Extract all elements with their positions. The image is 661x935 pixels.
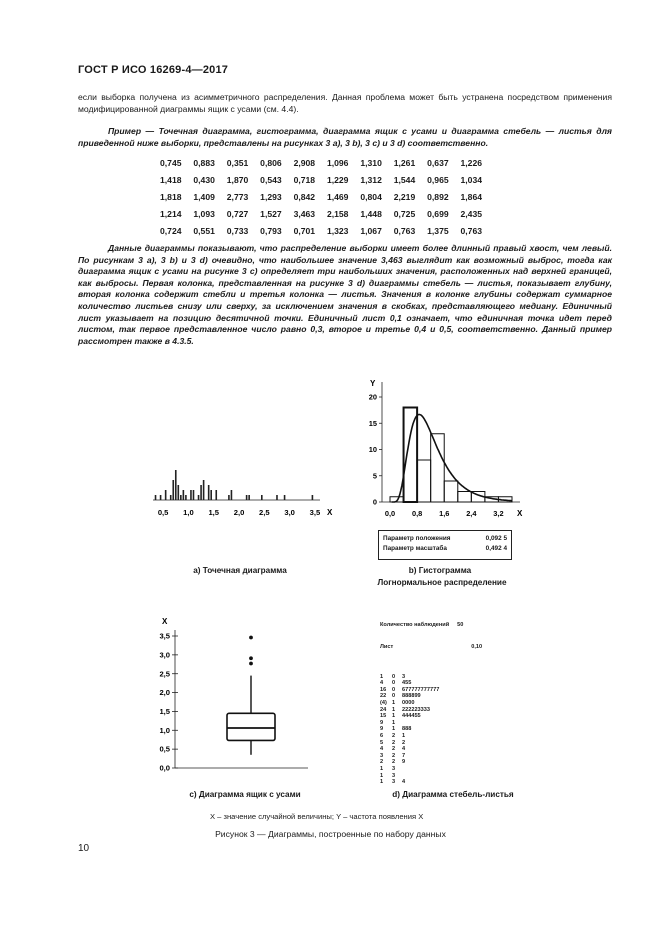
- histogram: [360, 372, 540, 522]
- stem-leaf-leaves: 7: [402, 752, 406, 759]
- table-cell: 0,745: [160, 157, 182, 168]
- table-cell: 3,463: [293, 209, 316, 220]
- stem-leaf-stem: 2: [392, 732, 396, 739]
- table-cell: 0,793: [260, 226, 282, 237]
- histogram-bar: [458, 492, 472, 503]
- stem-leaf-depth: 15: [380, 713, 387, 720]
- histogram-y-tick-label: 20: [368, 392, 377, 402]
- stem-leaf-leaves: 677777777777: [402, 686, 440, 693]
- stem-leaf-depth: 24: [380, 706, 387, 713]
- table-cell: 0,763: [460, 226, 483, 237]
- stem-leaf-row: [380, 674, 510, 681]
- histogram-bar: [444, 481, 458, 502]
- table-cell: 0,733: [226, 226, 249, 237]
- table-cell: 2,219: [393, 191, 416, 202]
- table-cell: 0,842: [293, 191, 316, 202]
- stem-leaf-row: [380, 746, 510, 753]
- table-cell: 0,763: [393, 226, 416, 237]
- stem-leaf-row: [380, 740, 510, 747]
- table-cell: 2,908: [293, 157, 316, 168]
- box-plot-tick-label: 2,0: [159, 688, 170, 698]
- parameter-label: Параметр масштаба: [383, 545, 447, 552]
- table-cell: 2,158: [326, 209, 349, 220]
- stem-leaf-stem: 2: [392, 746, 396, 753]
- table-cell: 0,637: [427, 157, 449, 168]
- figure-b-subcaption: Логнормальное распределение: [377, 578, 507, 587]
- stem-leaf-stem: 1: [392, 700, 396, 706]
- document-header: ГОСТ Р ИСО 16269-4—2017: [78, 64, 229, 76]
- stem-leaf-stem: 0: [392, 686, 396, 693]
- dot-plot-mark: [246, 495, 248, 500]
- stem-leaf-depth: 6: [380, 732, 384, 739]
- table-cell: 0,430: [193, 174, 215, 185]
- example-paragraph: Пример — Точечная диаграмма, гистограмма, диаграмма ящик с усами и диаграмма стебель — листья для приведенной ниже выборки, представлены на рисунках 3 а), 3 b), 3 с) и 3 d) соответственно.: [78, 126, 612, 148]
- stem-leaf-stem: 2: [392, 739, 396, 746]
- figure-title: Рисунок 3 — Диаграммы, построенные по набору данных: [215, 829, 446, 839]
- stem-leaf-leaves: 2: [402, 739, 406, 746]
- table-cell: 0,727: [226, 209, 249, 220]
- stem-leaf-leaves: 3: [402, 673, 406, 680]
- stem-leaf-row: [380, 779, 510, 786]
- histogram-x-tick-label: 0,0: [384, 509, 396, 518]
- stem-leaf-depth: (4): [380, 700, 387, 706]
- stem-leaf-leaves: 888: [402, 726, 412, 733]
- stem-leaf-depth: 3: [380, 752, 384, 759]
- stem-leaf-depth: 9: [380, 719, 384, 726]
- table-cell: 1,870: [226, 174, 249, 185]
- stem-leaf-depth: 1: [380, 772, 384, 779]
- table-cell: 1,448: [360, 209, 382, 220]
- table-cell: 2,435: [460, 209, 483, 220]
- table-cell: 0,701: [293, 226, 316, 237]
- figure-legend: X – значение случайной величины; Y – частота появления X: [210, 812, 424, 821]
- outlier-point: [249, 656, 253, 660]
- box-plot-tick-label: 3,5: [159, 631, 170, 641]
- stem-leaf-stem: 3: [392, 772, 396, 779]
- stem-leaf-depth: 9: [380, 726, 384, 733]
- dot-plot-axis-label: X: [327, 508, 333, 517]
- histogram-y-tick-label: 0: [372, 497, 377, 507]
- dot-plot-mark: [190, 490, 192, 500]
- stem-leaf-depth: 16: [380, 686, 387, 693]
- figure-a-caption: а) Точечная диаграмма: [193, 566, 287, 575]
- stem-leaf-unit-line: [380, 644, 510, 651]
- stem-leaf-depth: 4: [380, 680, 384, 687]
- dot-plot: [148, 468, 338, 528]
- dot-plot-mark: [185, 495, 187, 500]
- stem-leaf-stem: 0: [392, 693, 396, 700]
- table-cell: 1,310: [360, 157, 382, 168]
- stem-leaf-row: [380, 693, 510, 700]
- box-plot-tick-label: 0,0: [159, 763, 170, 773]
- intro-paragraph: если выборка получена из асимметричного распределения. Данная проблема может быть устранена посредством применения модифицированной диаграммы ящик с усами (см. 4.4).: [78, 92, 612, 114]
- dot-plot-mark: [200, 485, 202, 500]
- figure-b-caption: b) Гистограмма: [408, 566, 472, 575]
- stem-leaf-row: [380, 726, 510, 733]
- stem-leaf-stem: 0: [392, 680, 396, 687]
- table-cell: 0,551: [193, 226, 215, 237]
- lognormal-curve: [392, 414, 512, 502]
- stem-leaf-unit-label: Лист: [380, 644, 394, 651]
- dot-plot-tick-label: 2,0: [233, 508, 245, 517]
- table-cell: 1,293: [260, 191, 282, 202]
- dot-plot-mark: [231, 490, 233, 500]
- table-cell: 1,034: [460, 174, 483, 185]
- table-cell: 1,226: [460, 157, 483, 168]
- stem-leaf-plot: [380, 608, 510, 793]
- stem-leaf-count-label: Количество наблюдений: [380, 622, 450, 629]
- discussion-paragraph: Данные диаграммы показывают, что распределение выборки имеет более длинный правый хвост, чем левый. По рисункам 3 а), 3 b) и 3 d) очевидно, что наибольшее значение 3,463 выглядит как возможный выброс, тогда как диаграмма ящик с усами на рисунке 3 с) определяет три наибольших значения, расположенных над верхней границей, как выбросы. Первая колонка, представленная на рисунке 3 d) диаграммы стебель — листья, показывает глубину, вторая колонка содержит стебли и третья колонка — листья. Значения в колонке глубины содержат суммарное количество листьев снизу или сверху, за исключением значения в скобках, представляющего медиану. Единичный лист указывает на позицию десятичной точки. Единичный лист 0,1 означает, что единичная точка идет перед листом, так первое представленное число равно 0,3, второе и третье 0,4 и 0,5, соответственно. Данный пример рассмотрен также в 4.3.5.: [78, 243, 612, 346]
- outlier-point: [249, 636, 253, 640]
- histogram-x-tick-label: 0,8: [411, 509, 423, 518]
- stem-leaf-leaves: 4: [402, 746, 406, 753]
- table-cell: 0,543: [260, 174, 282, 185]
- stem-leaf-row: [380, 687, 510, 694]
- dot-plot-mark: [172, 480, 174, 500]
- table-cell: 1,229: [326, 174, 349, 185]
- stem-leaf-row: [380, 753, 510, 760]
- parameter-row: [383, 544, 507, 554]
- stem-leaf-unit-value: 0,10: [471, 644, 483, 651]
- table-cell: 1,544: [393, 174, 416, 185]
- stem-leaf-row: [380, 700, 510, 707]
- stem-leaf-stem: 3: [392, 765, 396, 772]
- stem-leaf-row: [380, 680, 510, 687]
- table-cell: 0,804: [360, 191, 382, 202]
- stem-leaf-stem: 1: [392, 706, 396, 713]
- stem-leaf-stem: 1: [392, 719, 396, 726]
- table-cell: 1,096: [326, 157, 349, 168]
- table-row: [160, 206, 494, 223]
- table-cell: 0,806: [260, 157, 282, 168]
- dot-plot-mark: [198, 495, 200, 500]
- stem-leaf-row: [380, 720, 510, 727]
- histogram-parameter-box: [378, 530, 512, 560]
- table-cell: 1,067: [360, 226, 382, 237]
- figure-c-caption: с) Диаграмма ящик с усами: [189, 790, 301, 799]
- box-plot-y-label: X: [162, 617, 168, 626]
- stem-leaf-leaves: 455: [402, 680, 412, 687]
- box-plot-tick-label: 1,5: [159, 707, 170, 717]
- dot-plot-tick-label: 0,5: [157, 508, 169, 517]
- dot-plot-tick-label: 1,0: [183, 508, 194, 517]
- parameter-value: 0,492 4: [485, 545, 507, 552]
- histogram-x-tick-label: 2,4: [466, 509, 477, 518]
- dot-plot-mark: [276, 495, 278, 500]
- table-row: [160, 154, 494, 171]
- histogram-bar: [404, 408, 418, 503]
- stem-leaf-count-value: 50: [457, 622, 464, 629]
- box-plot-tick-label: 3,0: [159, 650, 170, 660]
- stem-leaf-leaves: 0000: [402, 700, 415, 706]
- table-cell: 0,351: [226, 157, 249, 168]
- box-plot-tick-label: 2,5: [159, 669, 170, 679]
- table-cell: 1,214: [160, 209, 182, 220]
- table-cell: 0,699: [427, 209, 449, 220]
- histogram-bar: [431, 434, 445, 502]
- table-cell: 0,724: [160, 226, 182, 237]
- dot-plot-mark: [160, 495, 162, 500]
- stem-leaf-depth: 4: [380, 746, 384, 753]
- table-row: [160, 188, 494, 205]
- stem-leaf-row: [380, 707, 510, 714]
- outlier-point: [249, 662, 253, 666]
- stem-leaf-row: [380, 759, 510, 766]
- stem-leaf-stem: 1: [392, 726, 396, 733]
- table-row: [160, 171, 494, 188]
- histogram-y-tick-label: 15: [368, 418, 377, 428]
- figure-d-caption: d) Диаграмма стебель-листья: [392, 790, 514, 799]
- stem-leaf-stem: 1: [392, 713, 396, 720]
- sample-data-table: [160, 154, 494, 240]
- dot-plot-mark: [180, 495, 182, 500]
- dot-plot-mark: [175, 470, 177, 500]
- stem-leaf-row: [380, 766, 510, 773]
- histogram-bar: [417, 460, 431, 502]
- stem-leaf-row: [380, 773, 510, 780]
- stem-leaf-stem: 3: [392, 779, 396, 786]
- dot-plot-mark: [178, 485, 180, 500]
- stem-leaf-leaves: 4: [402, 779, 406, 786]
- table-cell: 1,409: [193, 191, 215, 202]
- dot-plot-mark: [165, 490, 167, 500]
- stem-leaf-row: [380, 733, 510, 740]
- dot-plot-mark: [203, 480, 205, 500]
- stem-leaf-row: [380, 713, 510, 720]
- box: [227, 713, 275, 740]
- table-cell: 1,527: [260, 209, 282, 220]
- histogram-x-label: X: [517, 509, 523, 518]
- dot-plot-mark: [210, 490, 212, 500]
- parameter-value: 0,092 5: [485, 535, 507, 542]
- histogram-y-tick-label: 10: [368, 445, 377, 455]
- stem-leaf-leaves: 444455: [402, 713, 421, 720]
- stem-leaf-leaves: 888899: [402, 693, 421, 700]
- table-cell: 0,892: [427, 191, 449, 202]
- dot-plot-mark: [155, 495, 157, 500]
- stem-leaf-count-line: [380, 622, 510, 629]
- dot-plot-tick-label: 3,5: [309, 508, 321, 517]
- dot-plot-tick-label: 3,0: [284, 508, 295, 517]
- dot-plot-mark: [215, 490, 217, 500]
- dot-plot-tick-label: 1,5: [208, 508, 220, 517]
- parameter-label: Параметр положения: [383, 535, 451, 542]
- dot-plot-mark: [170, 495, 172, 500]
- stem-leaf-leaves: 222223333: [402, 706, 430, 713]
- table-cell: 0,725: [393, 209, 416, 220]
- table-cell: 1,093: [193, 209, 215, 220]
- dot-plot-mark: [312, 495, 314, 500]
- stem-leaf-stem: 2: [392, 759, 396, 766]
- table-cell: 1,864: [460, 191, 483, 202]
- dot-plot-tick-label: 2,5: [259, 508, 270, 517]
- table-cell: 1,375: [427, 226, 449, 237]
- table-cell: 1,323: [326, 226, 349, 237]
- box-plot-tick-label: 0,5: [159, 744, 170, 754]
- stem-leaf-leaves: 1: [402, 732, 406, 739]
- stem-leaf-stem: 0: [392, 673, 396, 680]
- table-cell: 0,718: [293, 174, 316, 185]
- table-cell: 1,312: [360, 174, 382, 185]
- dot-plot-mark: [284, 495, 286, 500]
- box-plot-tick-label: 1,0: [159, 725, 170, 735]
- dot-plot-mark: [183, 490, 185, 500]
- stem-leaf-depth: 2: [380, 759, 384, 766]
- stem-leaf-depth: 22: [380, 693, 387, 700]
- table-cell: 1,469: [326, 191, 349, 202]
- table-cell: 2,773: [226, 191, 249, 202]
- histogram-y-label: Y: [370, 379, 376, 388]
- stem-leaf-depth: 1: [380, 779, 384, 786]
- box-plot: [150, 612, 310, 777]
- table-cell: 0,965: [427, 174, 449, 185]
- stem-leaf-depth: 1: [380, 765, 384, 772]
- dot-plot-mark: [193, 490, 195, 500]
- dot-plot-mark: [261, 495, 263, 500]
- table-row: [160, 223, 494, 240]
- histogram-y-tick-label: 5: [372, 471, 377, 481]
- stem-leaf-stem: 2: [392, 752, 396, 759]
- dot-plot-mark: [208, 485, 210, 500]
- table-cell: 1,418: [160, 174, 182, 185]
- stem-leaf-depth: 1: [380, 673, 384, 680]
- stem-leaf-leaves: 9: [402, 759, 406, 766]
- histogram-x-tick-label: 3,2: [493, 509, 504, 518]
- page-number: 10: [78, 843, 90, 854]
- table-cell: 1,818: [160, 191, 182, 202]
- dot-plot-mark: [248, 495, 250, 500]
- table-cell: 0,883: [193, 157, 215, 168]
- dot-plot-mark: [228, 495, 230, 500]
- parameter-row: [383, 534, 507, 544]
- histogram-x-tick-label: 1,6: [439, 509, 450, 518]
- stem-leaf-depth: 5: [380, 739, 384, 746]
- table-cell: 1,261: [393, 157, 416, 168]
